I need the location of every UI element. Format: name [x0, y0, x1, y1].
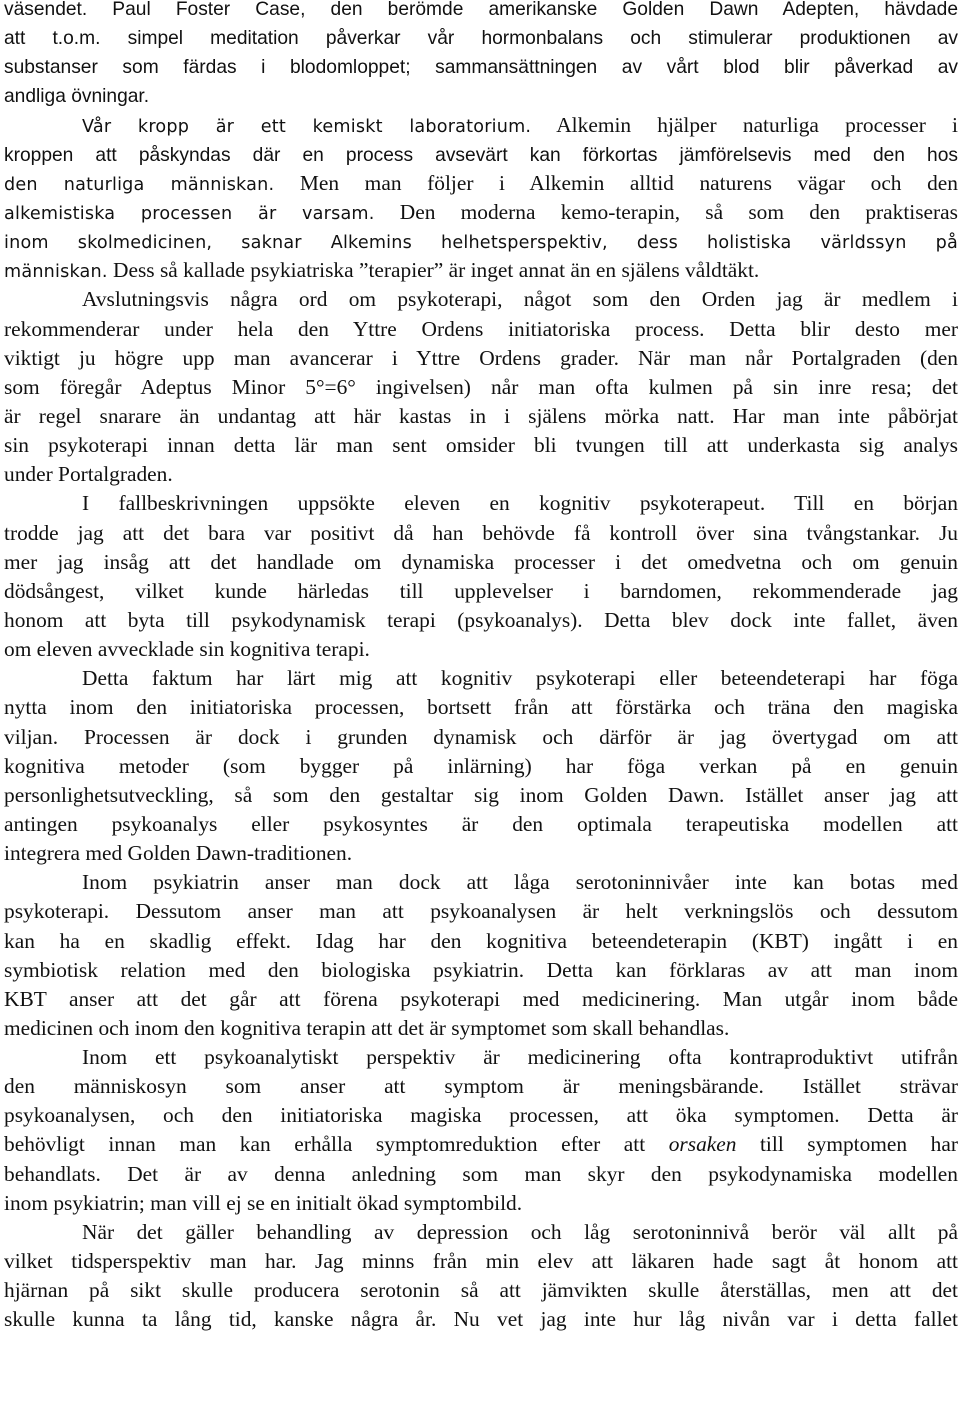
line-text: är regel snarare än undantag att här kastas in i själens mörka natt. Har man inte påbörjat: [4, 403, 958, 428]
text-line: [4, 460, 958, 489]
line-text: substanser som färdas i blodomloppet; sammansättningen av vårt blod blir påverkad av: [4, 57, 958, 79]
line-text: kroppen att påskyndas där en process avsevärt kan förkortas jämförelsevis med den hos: [4, 144, 958, 166]
text-line: [4, 52, 958, 81]
line-text: integrera med Golden Dawn-traditionen.: [4, 841, 353, 866]
line-text: KBT anser att det går att förena psykoterapi med medicinering. Man utgår inom både: [4, 986, 958, 1011]
text-line: [4, 1014, 958, 1043]
text-line: [4, 810, 958, 839]
text-line: [4, 373, 958, 402]
text-line: [4, 81, 958, 110]
text-line: [4, 985, 958, 1014]
line-text: väsendet. Paul Foster Case, den berömde amerikanske Golden Dawn Adepten, hävdade: [4, 0, 958, 20]
line-text: behandlats. Det är av denna anledning som man skyr den psykodynamiska modellen: [4, 1161, 958, 1186]
line-text: Avslutningsvis några ord om psykoterapi, något som den Orden jag är medlem i: [82, 287, 958, 312]
line-text: rekommenderar under hela den Yttre Ordens initiatoriska process. Detta blir desto mer: [4, 316, 958, 341]
text-line: [4, 23, 958, 52]
text-line: [4, 1247, 958, 1276]
line-text: I fallbeskrivningen uppsökte eleven en kognitiv psykoterapeut. Till en början: [82, 491, 958, 516]
text-line: [4, 1189, 958, 1218]
text-line: [4, 1101, 958, 1130]
text-line: [4, 256, 958, 285]
line-text: den människosyn som anser att symptom är meningsbärande. Istället strävar: [4, 1074, 958, 1099]
line-text: symbiotisk relation med den biologiska psykiatrin. Detta kan förklaras av att man inom: [4, 957, 958, 982]
line-text: alkemistiska processen är varsam.: [4, 203, 375, 224]
text-line: [4, 752, 958, 781]
line-text: psykoanalysen, och den initiatoriska magiska processen, att öka symptomen. Detta är: [4, 1103, 958, 1128]
line-text: trodde jag att det bara var positivt då han behövde få kontroll över sina tvångstankar. Ju: [4, 520, 958, 545]
line-text: dödsångest, vilket kunde härledas till upplevelser i barndomen, rekommenderade jag: [4, 578, 958, 603]
line-text: nytta inom den initiatoriska processen, bortsett från att förstärka och träna den magiska: [4, 695, 958, 720]
text-line: [4, 1218, 958, 1247]
line-text: medicinen och inom den kognitiva terapin att det är symptomet som skall behandlas.: [4, 1015, 730, 1040]
text-line: [4, 140, 958, 169]
text-line: [4, 1043, 958, 1072]
text-line: [4, 431, 958, 460]
text-line: [4, 868, 958, 897]
text-line: [4, 548, 958, 577]
line-text-continued: Dess så kallade psykiatriska ”terapier” är inget annat än en själens våldtäkt.: [107, 258, 760, 283]
line-text: skulle kunna ta lång tid, kanske några år. Nu vet jag inte hur låg nivån var i detta fallet: [4, 1307, 958, 1332]
line-text-continued: Alkemin hjälper naturliga processer i: [531, 112, 959, 137]
line-text: vilket tidsperspektiv man har. Jag minns från min elev att läkaren hade sagt åt honom att: [4, 1249, 958, 1274]
line-text: Inom psykiatrin anser man dock att låga serotoninnivåer inte kan botas med: [82, 870, 958, 895]
text-line: [4, 315, 958, 344]
line-text: antingen psykoanalys eller psykosyntes är den optimala terapeutiska modellen att: [4, 811, 958, 836]
line-text: honom att byta till psykodynamisk terapi (psykoanalys). Detta blev dock inte fallet, även: [4, 607, 958, 632]
line-text: behövligt innan man kan erhålla symptomreduktion efter att: [4, 1132, 669, 1157]
text-line: [4, 0, 958, 23]
document-page: [4, 0, 958, 1334]
line-text: mer jag insåg att det handlade om dynamiska processer i det omedvetna och om genuin: [4, 549, 958, 574]
text-line: [4, 897, 958, 926]
emphasized-word: orsaken: [668, 1132, 737, 1157]
text-line: [4, 344, 958, 373]
line-text: hjärnan på sikt skulle producera serotonin så att jämvikten skulle återställas, men att det: [4, 1278, 958, 1303]
text-line: [4, 1160, 958, 1189]
text-line: [4, 1130, 958, 1159]
text-line: [4, 402, 958, 431]
text-line: [4, 839, 958, 868]
line-text: psykoterapi. Dessutom anser man att psykoanalysen är helt verkningslös och dessutom: [4, 899, 958, 924]
text-line: [4, 606, 958, 635]
text-line: [4, 693, 958, 722]
line-text: som föregår Adeptus Minor 5°=6° ingivelsen) når man ofta kulmen på sin inre resa; det: [4, 374, 958, 399]
line-text: kan ha en skadlig effekt. Idag har den kognitiva beteendeterapin (KBT) ingått i en: [4, 928, 958, 953]
text-line: [4, 577, 958, 606]
line-text: andliga övningar.: [4, 86, 150, 108]
text-line: [4, 956, 958, 985]
line-text: viktigt ju högre upp man avancerar i Yttre Ordens grader. När man når Portalgraden (den: [4, 345, 958, 370]
text-line: [4, 519, 958, 548]
line-text-continued: Den moderna kemo-terapin, så som den praktiseras: [374, 199, 958, 224]
text-line: [4, 635, 958, 664]
line-text: under Portalgraden.: [4, 462, 173, 487]
line-text: Vår kropp är ett kemiskt laboratorium.: [82, 116, 532, 137]
line-text: När det gäller behandling av depression och låg serotoninnivå berör väl allt på: [82, 1219, 958, 1244]
line-text-continued: Men man följer i Alkemin alltid naturens vägar och den: [274, 170, 958, 195]
line-text: den naturliga människan.: [4, 174, 275, 195]
text-line: [4, 227, 958, 256]
text-line: [4, 927, 958, 956]
line-text: inom psykiatrin; man vill ej se en initialt ökad symptombild.: [4, 1190, 523, 1215]
text-line: [4, 723, 958, 752]
line-text: Inom ett psykoanalytiskt perspektiv är medicinering ofta kontraproduktivt utifrån: [82, 1045, 958, 1070]
text-line: [4, 1072, 958, 1101]
line-text: viljan. Processen är dock i grunden dynamisk och därför är jag övertygad om att: [4, 724, 958, 749]
text-line: [4, 1276, 958, 1305]
text-line: [4, 664, 958, 693]
text-line: [4, 169, 958, 198]
line-text: om eleven avvecklade sin kognitiva terapi.: [4, 637, 370, 662]
text-line: [4, 781, 958, 810]
line-text: människan.: [4, 262, 108, 283]
line-text: personlighetsutveckling, så som den gestaltar sig inom Golden Dawn. Istället anser jag att: [4, 782, 958, 807]
text-line: [4, 198, 958, 227]
text-line: [4, 489, 958, 518]
text-line: [4, 111, 958, 140]
line-text-continued: till symptomen har: [736, 1132, 958, 1157]
text-line: [4, 285, 958, 314]
line-text: sin psykoterapi innan detta lär man sent omsider bli tvungen till att underkasta sig analys: [4, 433, 958, 458]
line-text: Detta faktum har lärt mig att kognitiv psykoterapi eller beteendeterapi har föga: [82, 666, 958, 691]
text-line: [4, 1305, 958, 1334]
line-text: inom skolmedicinen, saknar Alkemins helhetsperspektiv, dess holistiska världssyn på: [4, 233, 958, 254]
line-text: kognitiva metoder (som bygger på inlärning) har föga verkan på en genuin: [4, 753, 958, 778]
line-text: att t.o.m. simpel meditation påverkar vår hormonbalans och stimulerar produktionen av: [4, 28, 958, 50]
